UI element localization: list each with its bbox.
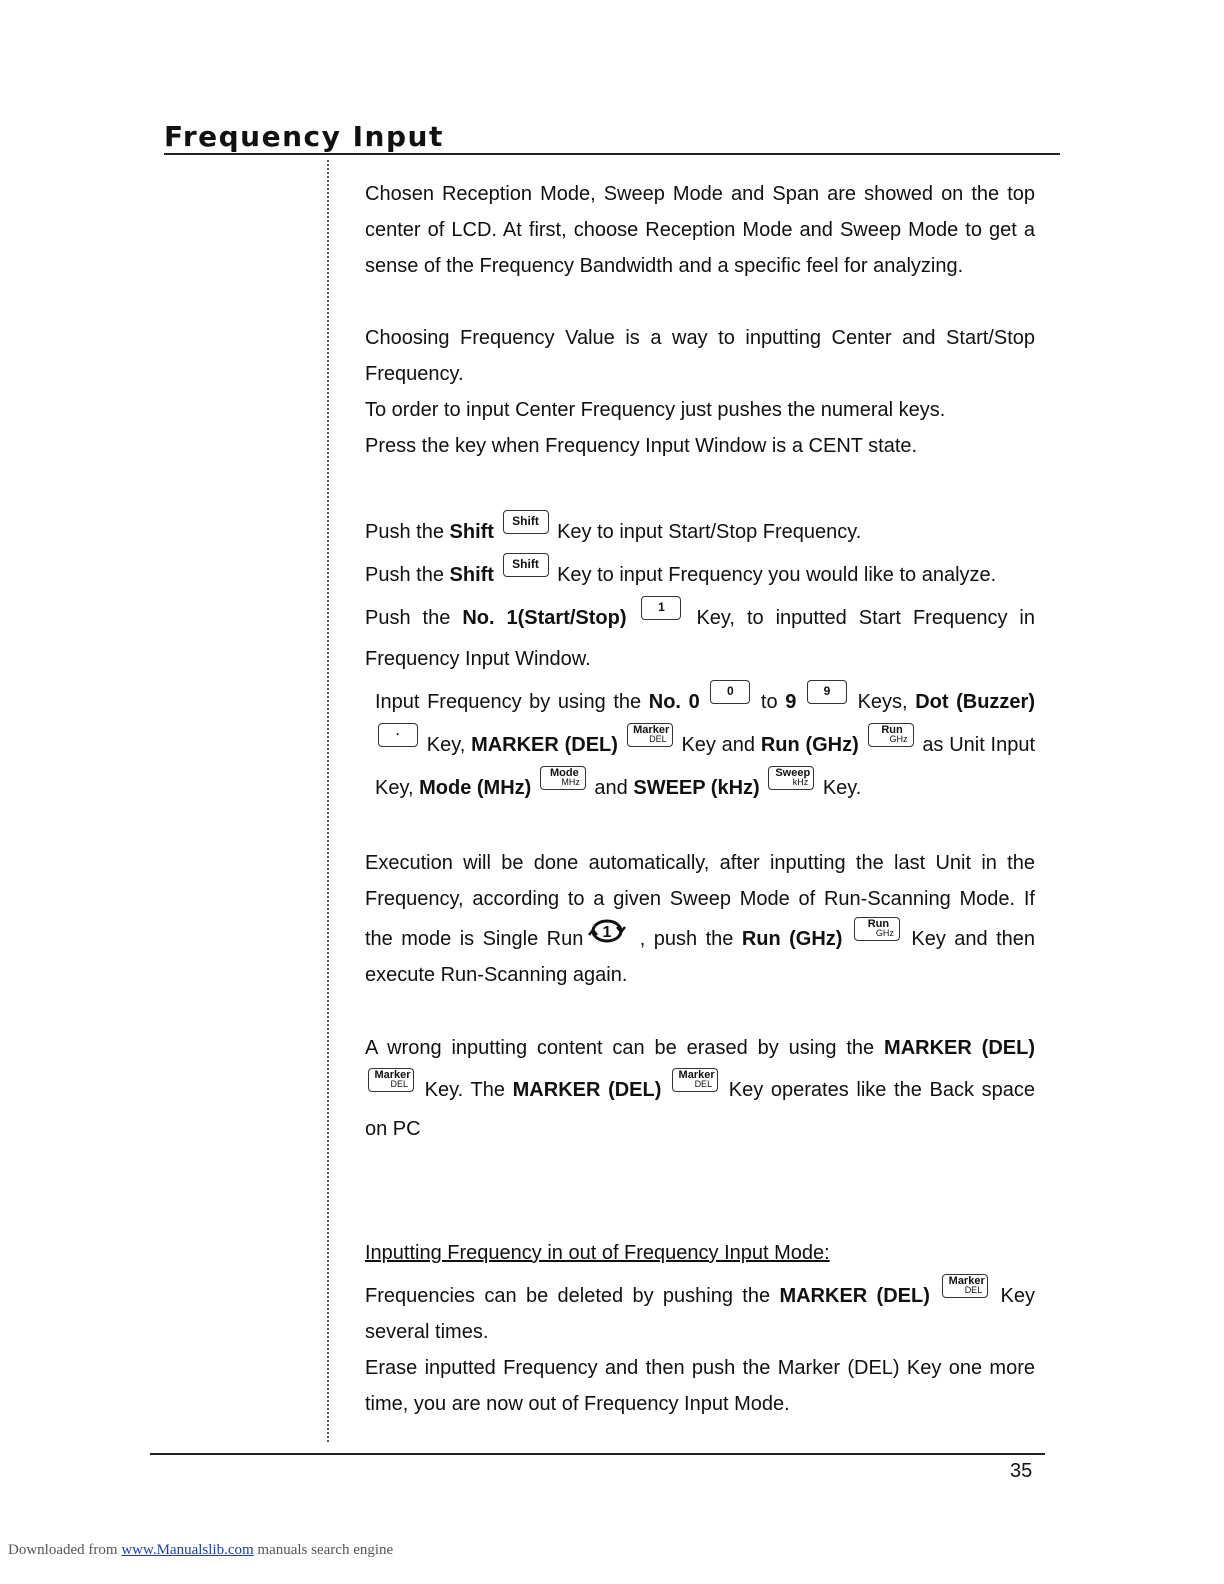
paragraph-cent-state: Press the key when Frequency Input Window is a CENT state.: [365, 435, 918, 457]
step-shift-startstop: Push the Shift Shift Key to input Start/Stop Frequency.: [355, 510, 1035, 553]
page-title: Frequency Input: [164, 120, 444, 153]
number-zero-key-icon: 0: [710, 680, 750, 704]
footer-rule: [150, 1453, 1045, 1455]
number-one-key-icon: 1: [641, 596, 681, 620]
sweep-key-icon: Sweep kHz: [768, 766, 814, 790]
paragraph-erase-exit: Erase inputted Frequency and then push the Marker (DEL) Key one more time, you are now out of Frequency Input Mode.: [365, 1357, 1035, 1415]
step-input-frequency: Input Frequency by using the No. 0 0 to 9 9 Keys, Dot (Buzzer) · Key, MARKER (DEL) Marker DEL Key and Run (GHz) Run GHz as Unit Input Key, Mode (MHz) Mode MHz and SWEEP (kHz) Sweep kHz Key.: [355, 680, 1035, 809]
shift-key-icon: Shift: [503, 510, 549, 534]
paragraph-center-order: To order to input Center Frequency just pushes the numeral keys.: [365, 399, 946, 421]
section-heading: Inputting Frequency in out of Frequency Input Mode:: [365, 1242, 830, 1264]
margin-dotted-line: [327, 160, 329, 1442]
run-key-icon: Run GHz: [854, 917, 900, 941]
number-nine-key-icon: 9: [807, 680, 847, 704]
svg-text:1: 1: [602, 924, 612, 941]
paragraph-execution: Execution will be done automatically, after inputting the last Unit in the Frequency, according to a given Sweep Mode of Run-Scanning Mode. If the mode is Single Run 1 , push the Run (GHz) Run GHz Key and then execute Run-Scanning again.: [365, 852, 1035, 986]
page-number: 35: [1010, 1460, 1033, 1482]
paragraph-intro: Chosen Reception Mode, Sweep Mode and Span are showed on the top center of LCD. At first, choose Reception Mode and Sweep Mode to get a sense of the Frequency Bandwidth and a specific feel for analyzing.: [365, 183, 1035, 277]
marker-key-icon: Marker DEL: [368, 1068, 414, 1092]
mode-key-icon: Mode MHz: [540, 766, 586, 790]
marker-key-icon: Marker DEL: [672, 1068, 718, 1092]
paragraph-wrong-input: A wrong inputting content can be erased by using the MARKER (DEL) Marker DEL Key. The MARKER (DEL) Marker DEL Key operates like the Back space on PC: [365, 1037, 1036, 1140]
paragraph-delete-frequencies: Frequencies can be deleted by pushing the MARKER (DEL) Marker DEL Key several times.: [365, 1275, 1035, 1343]
title-underline: [164, 153, 1060, 155]
manualslib-link[interactable]: www.Manualslib.com: [121, 1542, 254, 1558]
paragraph-choosing: Choosing Frequency Value is a way to inputting Center and Start/Stop Frequency.: [365, 327, 1035, 385]
main-content: [355, 176, 1035, 1422]
marker-key-icon: Marker DEL: [627, 723, 673, 747]
step-number-one: Push the No. 1(Start/Stop) 1 Key, to inputted Start Frequency in Frequency Input Window.: [355, 596, 1035, 680]
single-run-icon: [583, 917, 631, 945]
step-shift-analyze: Push the Shift Shift Key to input Frequency you would like to analyze.: [355, 553, 1035, 596]
marker-key-icon: Marker DEL: [942, 1274, 988, 1298]
run-key-icon: Run GHz: [868, 723, 914, 747]
shift-key-icon: Shift: [503, 553, 549, 577]
download-credit: Downloaded from www.Manualslib.com manuals search engine: [8, 1542, 394, 1558]
dot-key-icon: ·: [378, 723, 418, 747]
